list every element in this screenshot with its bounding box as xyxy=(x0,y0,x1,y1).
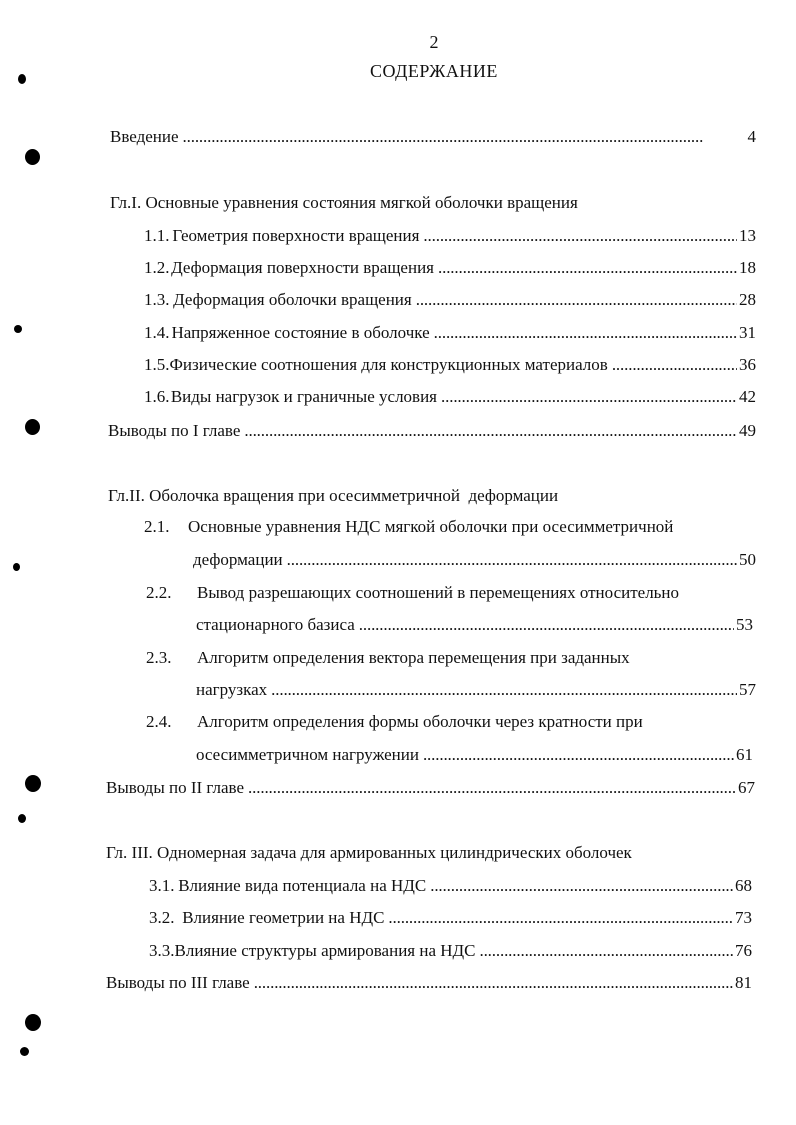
section-first-line xyxy=(144,516,673,538)
toc-conclusion-entry xyxy=(108,420,756,442)
chapter-1-title: Гл.I. Основные уравнения состояния мягкой оболочки вращения xyxy=(110,193,578,212)
section-number: 2.1. xyxy=(144,517,170,536)
toc-leader-dots xyxy=(244,420,737,442)
toc-page-number: 50 xyxy=(739,550,756,569)
toc-page-number: 53 xyxy=(736,615,753,634)
section-title: Вывод разрешающих соотношений в перемещениях относительно xyxy=(197,583,680,602)
binder-hole-mark xyxy=(25,149,40,165)
conclusion-title: Выводы по II главе xyxy=(106,778,245,797)
toc-section-entry xyxy=(144,257,756,279)
section-title: Влияние геометрии на НДС xyxy=(182,908,385,927)
conclusion-title: Выводы по I главе xyxy=(108,421,241,440)
toc-leader-dots xyxy=(423,744,734,766)
toc-entry-title: Введение xyxy=(110,127,179,146)
section-title: Основные уравнения НДС мягкой оболочки при осесимметричной xyxy=(188,517,674,536)
toc-conclusion-entry xyxy=(106,972,752,994)
toc-leader-dots xyxy=(287,549,737,571)
toc-section-entry xyxy=(149,940,752,962)
section-title: Физические соотношения для конструкционных материалов xyxy=(169,355,608,374)
page-number: 2 xyxy=(429,32,439,52)
binder-hole-mark xyxy=(25,1014,41,1031)
toc-page-number: 73 xyxy=(735,908,752,927)
section-number: 2.2. xyxy=(146,583,172,602)
toc-leader-dots xyxy=(430,875,733,897)
toc-page-number: 68 xyxy=(735,876,752,895)
toc-page-number: 57 xyxy=(739,680,756,699)
toc-page-number: 4 xyxy=(747,127,756,146)
toc-section-entry xyxy=(196,744,753,766)
section-title: Деформация оболочки вращения xyxy=(173,290,412,309)
binder-hole-mark xyxy=(13,563,20,571)
toc-section-entry xyxy=(144,386,756,408)
section-number: 1.2. xyxy=(144,258,170,277)
section-title: Влияние структуры армирования на НДС xyxy=(174,941,476,960)
toc-leader-dots xyxy=(183,126,746,148)
section-title: Влияние вида потенциала на НДС xyxy=(178,876,427,895)
toc-section-entry xyxy=(196,614,753,636)
toc-leader-dots xyxy=(416,289,737,311)
binder-hole-mark xyxy=(18,814,26,823)
section-first-line xyxy=(146,647,630,669)
section-number: 1.3. xyxy=(144,290,170,309)
toc-page-number: 67 xyxy=(738,778,755,797)
section-number: 3.1. xyxy=(149,876,175,895)
section-title-continued: осесимметричном нагружении xyxy=(196,745,419,764)
toc-page-number: 36 xyxy=(739,355,756,374)
toc-section-entry xyxy=(144,225,756,247)
toc-section-entry xyxy=(144,354,756,376)
toc-leader-dots xyxy=(612,354,737,376)
section-title: Напряженное состояние в оболочке xyxy=(171,323,430,342)
toc-leader-dots xyxy=(248,777,736,799)
section-number: 1.5. xyxy=(144,355,170,374)
toc-page-number: 49 xyxy=(739,421,756,440)
section-first-line xyxy=(146,582,679,604)
section-title: Алгоритм определения формы оболочки через кратности при xyxy=(197,712,643,731)
section-number: 2.3. xyxy=(146,648,172,667)
binder-hole-mark xyxy=(25,419,40,435)
chapter-3-title: Гл. III. Одномерная задача для армированных цилиндрических оболочек xyxy=(106,843,632,862)
binder-hole-mark xyxy=(20,1047,29,1056)
section-title: Геометрия поверхности вращения xyxy=(172,226,420,245)
toc-leader-dots xyxy=(441,386,737,408)
section-title: Алгоритм определения вектора перемещения при заданных xyxy=(197,648,630,667)
toc-page-number: 18 xyxy=(739,258,756,277)
section-title: Виды нагрузок и граничные условия xyxy=(170,387,438,406)
toc-intro-entry xyxy=(110,126,756,148)
toc-page-number: 13 xyxy=(739,226,756,245)
toc-leader-dots xyxy=(423,225,737,247)
section-first-line xyxy=(146,711,643,733)
toc-page-number: 76 xyxy=(735,941,752,960)
toc-page-number: 28 xyxy=(739,290,756,309)
toc-leader-dots xyxy=(254,972,733,994)
section-title: Деформация поверхности вращения xyxy=(171,258,434,277)
section-number: 1.1. xyxy=(144,226,170,245)
section-number: 1.4. xyxy=(144,323,170,342)
toc-section-entry xyxy=(193,549,756,571)
section-title-continued: деформации xyxy=(193,550,283,569)
toc-section-entry xyxy=(149,875,752,897)
section-number: 3.3. xyxy=(149,941,175,960)
toc-leader-dots xyxy=(479,940,733,962)
conclusion-title: Выводы по III главе xyxy=(106,973,250,992)
toc-section-entry xyxy=(196,679,756,701)
binder-hole-mark xyxy=(25,775,41,792)
toc-page-number: 61 xyxy=(736,745,753,764)
toc-page-number: 31 xyxy=(739,323,756,342)
toc-leader-dots xyxy=(438,257,737,279)
toc-conclusion-entry xyxy=(106,777,755,799)
toc-leader-dots xyxy=(388,907,733,929)
toc-section-entry xyxy=(144,289,756,311)
toc-leader-dots xyxy=(271,679,737,701)
toc-section-entry xyxy=(149,907,752,929)
toc-leader-dots xyxy=(434,322,737,344)
section-title-continued: нагрузках xyxy=(196,680,268,699)
toc-section-entry xyxy=(144,322,756,344)
section-title-continued: стационарного базиса xyxy=(196,615,355,634)
chapter-2-title: Гл.II. Оболочка вращения при осесимметричной деформации xyxy=(108,486,559,505)
toc-page-number: 81 xyxy=(735,973,752,992)
section-number: 2.4. xyxy=(146,712,172,731)
section-number: 1.6. xyxy=(144,387,170,406)
section-number: 3.2. xyxy=(149,908,175,927)
binder-hole-mark xyxy=(14,325,22,333)
toc-leader-dots xyxy=(359,614,734,636)
page-title: СОДЕРЖАНИЕ xyxy=(370,61,498,81)
toc-page-number: 42 xyxy=(739,387,756,406)
